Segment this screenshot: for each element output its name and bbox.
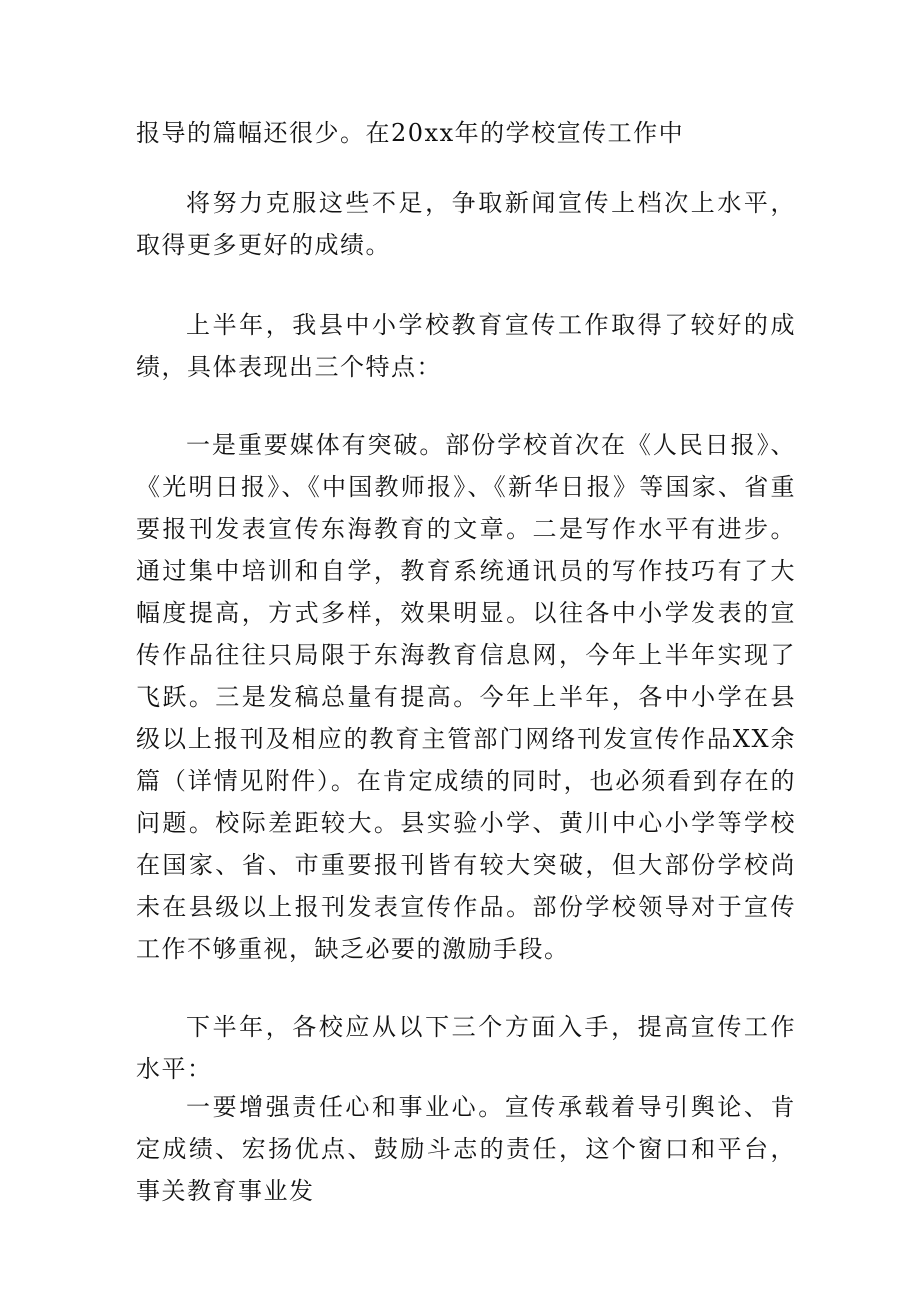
- paragraph-responsibility: 一要增强责任心和事业心。宣传承载着导引舆论、肯定成绩、宏扬优点、鼓励斗志的责任，这个窗口和平台，事关教育事业发: [136, 1093, 796, 1205]
- paragraph-first-half-summary: 上半年，我县中小学校教育宣传工作取得了较好的成绩，具体表现出三个特点：: [136, 311, 796, 381]
- paragraph-second-half-plan: 下半年，各校应从以下三个方面入手，提高宣传工作水平：: [136, 1013, 796, 1083]
- paragraph-three-features: 一是重要媒体有突破。部份学校首次在《人民日报》、《光明日报》、《中国教师报》、《新华日报》等国家、省重要报刊发表宣传东海教育的文章。二是写作水平有进步。通过集中培训和自学，教育系统通讯员的写作技巧有了大幅度提高，方式多样，效果明显。以往各中小学发表的宣传作品往往只局限于东海教育信息网，今年上半年实现了飞跃。三是发稿总量有提高。今年上半年，各中小学在县级以上报刊及相应的教育主管部门网络刊发宣传作品XX余篇（详情见附件）。在肯定成绩的同时，也必须看到存在的问题。校际差距较大。县实验小学、黄川中心小学等学校在国家、省、市重要报刊皆有较大突破，但大部份学校尚未在县级以上报刊发表宣传作品。部份学校领导对于宣传工作不够重视，缺乏必要的激励手段。: [136, 431, 796, 963]
- paragraph-continuation: 报导的篇幅还很少。在20xx年的学校宣传工作中: [136, 119, 685, 147]
- paragraph-resolution: 将努力克服这些不足，争取新闻宣传上档次上水平，取得更多更好的成绩。: [136, 189, 796, 259]
